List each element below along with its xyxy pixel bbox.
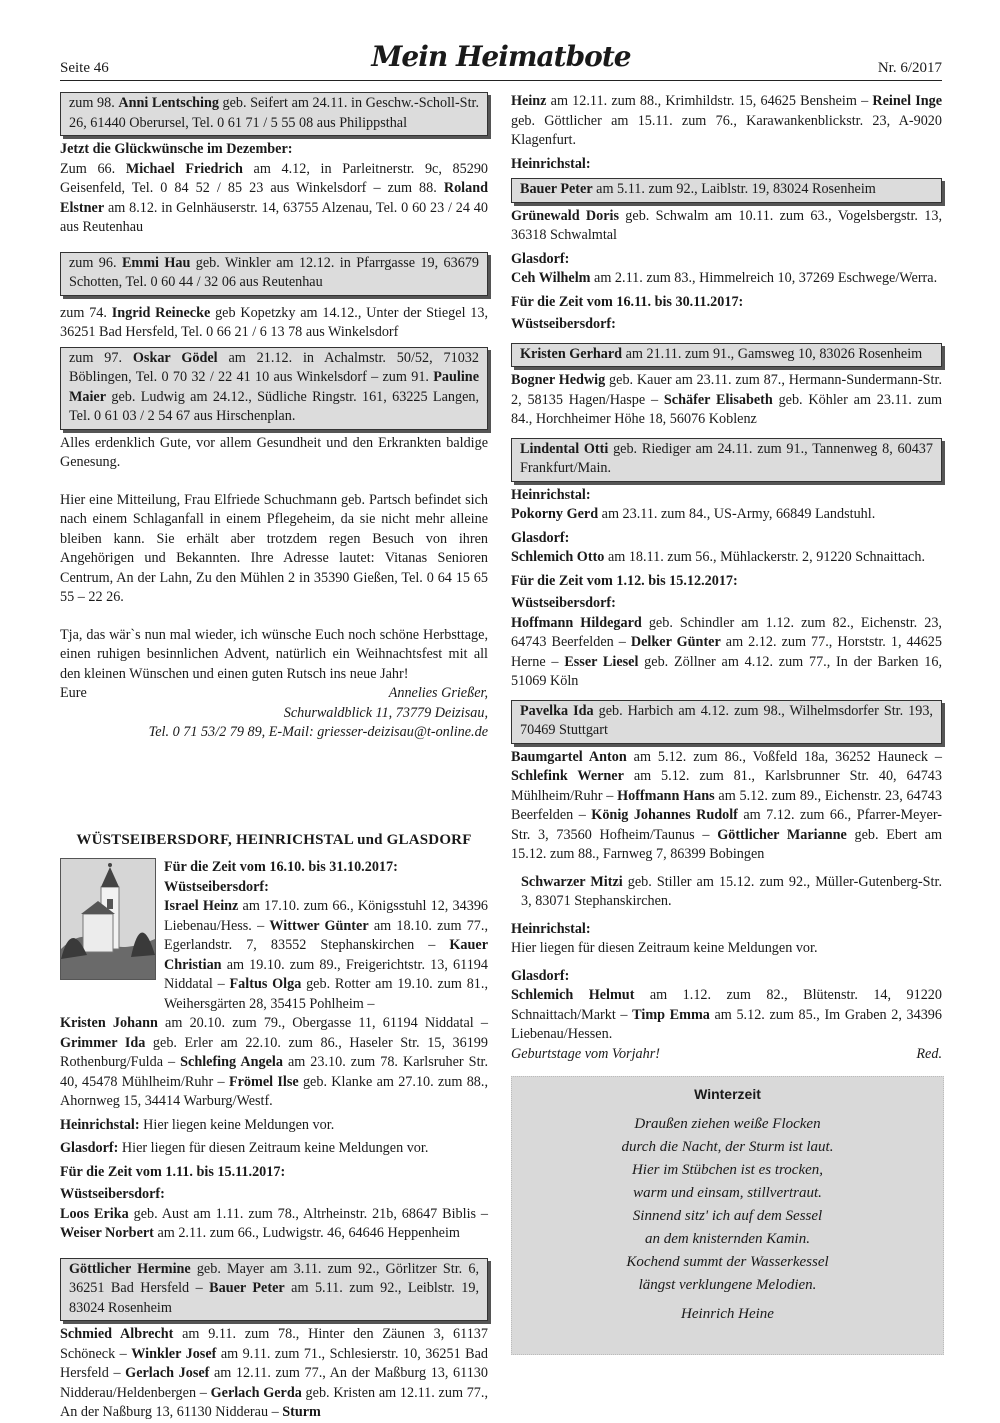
paragraph: Alles erdenklich Gute, vor allem Gesundheit und den Erkrankten baldige Genesung. [60, 434, 488, 470]
photo-side-text [164, 858, 488, 1014]
poem-line: längst verklungene Melodien. [638, 1276, 817, 1293]
highlight-box: Göttlicher Hermine geb. Mayer am 3.11. zum 92., Görlitzer Str. 6, 36251 Bad Hersfeld – Bauer Peter am 5.11. zum 92., Leiblstr. 19, 83024 Rosenheim [60, 1258, 488, 1322]
masthead-logo: Mein Heimatbote [371, 40, 631, 73]
paragraph: Kristen Johann am 20.10. zum 79., Obergasse 11, 61194 Niddatal – Grimmer Ida geb. Erler am 22.10. zum 86., Haseler Str. 15, 36199 Rothenburg/Fulda – Schlefing Angela am 23.10. zum 78. Karlsruher Str. 40, 45478 Mühlheim/Ruhr – Frömel Ilse geb. Klanke am 27.10. zum 88., Ahornweg 15, 34414 Warburg/Westf. [60, 1015, 489, 1109]
poem-line: Kochend summt der Wasserkessel [626, 1253, 829, 1270]
footnote-text: Geburtstage vom Vorjahr! [511, 1045, 660, 1062]
signature-name: Annelies Grießer, [388, 685, 488, 701]
subheading: Heinrichstal: [511, 486, 591, 503]
paragraph: Glasdorf: Hier liegen für diesen Zeitraum keine Meldungen vor. [60, 1140, 429, 1156]
highlight-box: Pavelka Ida geb. Harbich am 4.12. zum 98., Wilhelmsdorfer Str. 193, 70469 Stuttgart [511, 700, 942, 744]
paragraph: Ceh Wilhelm am 2.11. zum 83., Himmelreich 10, 37269 Eschwege/Werra. [511, 270, 938, 286]
subheading: Wüstseibersdorf: [164, 878, 269, 895]
paragraph: Bogner Hedwig geb. Kauer am 23.11. zum 87., Hermann-Sundermann-Str. 2, 58135 Hagen/Haspe – Schäfer Elisabeth geb. Köhler am 23.11. zum 84., Horchheimer Höhe 18, 56076 Koblenz [511, 372, 942, 427]
left-column [60, 92, 488, 1423]
subheading: Heinrichstal: [511, 920, 591, 937]
subheading: Glasdorf: [511, 250, 570, 267]
poem-title: Winterzeit [694, 1086, 761, 1102]
subheading: Glasdorf: [511, 967, 570, 984]
highlight-box: zum 96. Emmi Hau geb. Winkler am 12.12. in Pfarrgasse 19, 63679 Schotten, Tel. 0 60 44 / 32 06 aus Reutenhau [60, 252, 488, 296]
subheading: Wüstseibersdorf: [60, 1186, 165, 1202]
section-heading: Für die Zeit vom 16.10. bis 31.10.2017: [164, 859, 398, 875]
paragraph: Schmied Albrecht am 9.11. zum 78., Hinter den Zäunen 3, 61137 Schöneck – Winkler Josef am 9.11. zum 71., Schlesierstr. 10, 36251 Bad Hersfeld – Gerlach Josef am 12.11. zum 77., An der Maßburg 13, 61130 Nidderau/Heldenbergen – Gerlach Gerda geb. Kristen am 12.11. zum 77., An der Naßburg 13, 61130 Nidderau – Sturm [60, 1326, 488, 1420]
poem-line: durch die Nacht, der Sturm ist laut. [621, 1138, 834, 1155]
poem-line: Draußen ziehen weiße Flocken [634, 1115, 821, 1132]
paragraph: Loos Erika geb. Aust am 1.11. zum 78., Altrheinstr. 21b, 68647 Biblis – Weiser Norbert am 2.11. zum 66., Ludwigstr. 46, 64646 Heppenheim [60, 1205, 488, 1241]
section-heading: Für die Zeit vom 1.11. bis 15.11.2017: [60, 1163, 286, 1180]
subheading: Wüstseibersdorf: [511, 316, 616, 332]
footnote-row [511, 1045, 942, 1065]
issue-number: Nr. 6/2017 [877, 60, 942, 76]
subheading: Heinrichstal: [511, 155, 591, 172]
page-header [60, 34, 942, 80]
highlight-box: zum 98. Anni Lentsching geb. Seifert am 24.11. in Geschw.-Scholl-Str. 26, 61440 Oberursel, Tel. 0 61 71 / 5 55 08 aus Philippsthal [60, 92, 488, 136]
paragraph: zum 74. Ingrid Reinecke geb Kopetzky am 14.12., Unter der Stiegel 13, 36251 Bad Hersfeld, Tel. 0 66 21 / 6 13 78 aus Winkelsdorf [60, 304, 489, 340]
section-title: WÜSTSEIBERSDORF, HEINRICHSTAL und GLASDORF [76, 831, 472, 848]
signature-contact: Tel. 0 71 53/2 79 89, E-Mail: griesser-deizisau@t-online.de [148, 724, 488, 740]
subheading: Glasdorf: [511, 529, 570, 546]
poem-lines [512, 1113, 943, 1297]
paragraph: Schlemich Helmut am 1.12. zum 82., Blütenstr. 14, 91220 Schnaittach/Markt – Timp Emma am 5.12. zum 85., Im Graben 2, 34396 Liebenau/Hessen. [511, 987, 942, 1042]
signature-greeting: Eure [60, 685, 87, 701]
signature-row [60, 684, 488, 704]
paragraph: Grünewald Doris geb. Schwalm am 10.11. zum 63., Vogelsbergstr. 13, 36318 Schwalmtal [511, 207, 943, 243]
paragraph: Heinz am 12.11. zum 88., Krimhildstr. 15, 64625 Bensheim – Reinel Inge geb. Göttlicher am 15.11. zum 76., Karawankenblickstr. 23, A-9020 Klagenfurt. [511, 93, 942, 148]
person-name: Anni Lentsching [118, 95, 219, 111]
highlight-box: Bauer Peter am 5.11. zum 92., Laiblstr. 19, 83024 Rosenheim [511, 178, 942, 203]
paragraph: Hoffmann Hildegard geb. Schindler am 1.12. zum 82., Eichenstr. 23, 64743 Beerfelden – Delker Günter am 2.12. zum 77., Horststr. 1, 44625 Herne – Esser Liesel geb. Zöllner am 4.12. zum 77., In der Barken 16, 51069 Köln [511, 614, 943, 689]
church-photo-block [60, 858, 488, 1014]
paragraph: Hier eine Mitteilung, Frau Elfriede Schuchmann geb. Partsch befindet sich nach einem Schlaganfall in einem Pflegeheim, da sie nicht mehr alleine bleiben kann. Sie erhält aber trotzdem regen Besuch von ihren Angehörigen und Bekannten. Ihre Adresse lautet: Vitanas Senioren Centrum, An der Lahn, Zu den Mühlen 2 in 35390 Gießen, Tel. 0 64 15 65 55 – 22 26. [60, 491, 488, 605]
right-column [511, 92, 942, 1355]
page-number-left: Seite 46 [60, 60, 109, 76]
paragraph: Tja, das wär`s nun mal wieder, ich wünsche Euch noch schöne Herbsttage, einen ruhigen besinnlichen Advent, natürlich ein Weihnachtsfest mit all den kleinen Wünschen und einen guten Rutsch ins neue Jahr! [60, 626, 488, 682]
paragraph: Zum 66. Michael Friedrich am 4.12, in Parleitnerstr. 9c, 85290 Geisenfeld, Tel. 0 84 52 / 85 23 aus Winkelsdorf – zum 88. Roland Elstner am 8.12. in Gelnhäuserstr. 14, 63755 Alzenau, Tel. 0 60 23 / 24 40 aus Reutenhau [60, 160, 489, 235]
highlight-box: Lindental Otti geb. Riediger am 24.11. zum 91., Tannenweg 8, 60437 Frankfurt/Main. [511, 438, 942, 482]
subheading: Wüstseibersdorf: [511, 595, 616, 611]
poem-box [511, 1076, 944, 1355]
paragraph: Baumgartel Anton am 5.12. zum 86., Voßfeld 18a, 36252 Hauneck – Schlefink Werner am 5.12. zum 81., Karlsbrunner Str. 40, 64743 Mühlheim/Ruhr – Hoffmann Hans am 5.12. zum 89., Eichenstr. 23, 64743 Beerfelden – König Johannes Rudolf am 7.12. zum 66., Pfarrer-Meyer-Str. 3, 73560 Hofheim/Taunus – Göttlicher Marianne geb. Ebert am 15.12. zum 88., Farnweg 7, 86399 Bobingen [511, 748, 942, 862]
church-icon [61, 859, 155, 979]
poem-line: an dem knisternden Kamin. [645, 1230, 810, 1247]
paragraph: Pokorny Gerd am 23.11. zum 84., US-Army, 66849 Landstuhl. [511, 506, 876, 522]
paragraph: Schlemich Otto am 18.11. zum 56., Mühlackerstr. 2, 91220 Schnaittach. [511, 549, 925, 565]
church-photo [60, 858, 156, 980]
paragraph: Hier liegen für diesen Zeitraum keine Meldungen vor. [511, 940, 818, 956]
editor-mark: Red. [916, 1045, 942, 1062]
poem-line: warm und einsam, stillvertraut. [633, 1184, 822, 1201]
section-heading: Für die Zeit vom 1.12. bis 15.12.2017: [511, 572, 738, 589]
poem-author: Heinrich Heine [681, 1305, 774, 1322]
paragraph: Schwarzer Mitzi geb. Stiller am 15.12. zum 92., Müller-Gutenberg-Str. 3, 83071 Stephanskirchen. [521, 873, 942, 909]
section-heading: Jetzt die Glückwünsche im Dezember: [60, 141, 293, 157]
header-divider [60, 80, 942, 81]
paragraph: Israel Heinz am 17.10. zum 66., Königsstuhl 12, 34396 Liebenau/Hess. – Wittwer Günter am 18.10. zum 77., Egerlandstr. 7, 83552 Stephanskirchen – Kauer Christian am 19.10. zum 89., Freigerichtstr. 13, 61194 Niddatal – Faltus Olga geb. Rotter am 19.10. zum 81., Weihersgärten 28, 35415 Pohlheim – [164, 898, 489, 1012]
poem-line: Hier im Stübchen ist es trocken, [631, 1161, 824, 1178]
paragraph: Heinrichstal: Hier liegen keine Meldungen vor. [60, 1116, 335, 1133]
poem-line: Sinnend sitz' ich auf dem Sessel [632, 1207, 823, 1224]
highlight-box: zum 97. Oskar Gödel am 21.12. in Achalmstr. 50/52, 71032 Böblingen, Tel. 0 70 32 / 22 41 10 aus Winkelsdorf – zum 91. Pauline Maier geb. Ludwig am 24.12., Südliche Ringstr. 161, 63225 Langen, Tel. 0 61 03 / 2 54 67 aus Hirschenplan. [60, 347, 488, 430]
signature-address: Schurwaldblick 11, 73779 Deizisau, [283, 704, 488, 721]
section-heading: Für die Zeit vom 16.11. bis 30.11.2017: [511, 293, 744, 310]
person-name: Emmi Hau [121, 254, 191, 271]
highlight-box: Kristen Gerhard am 21.11. zum 91., Gamsweg 10, 83026 Rosenheim [511, 343, 942, 368]
